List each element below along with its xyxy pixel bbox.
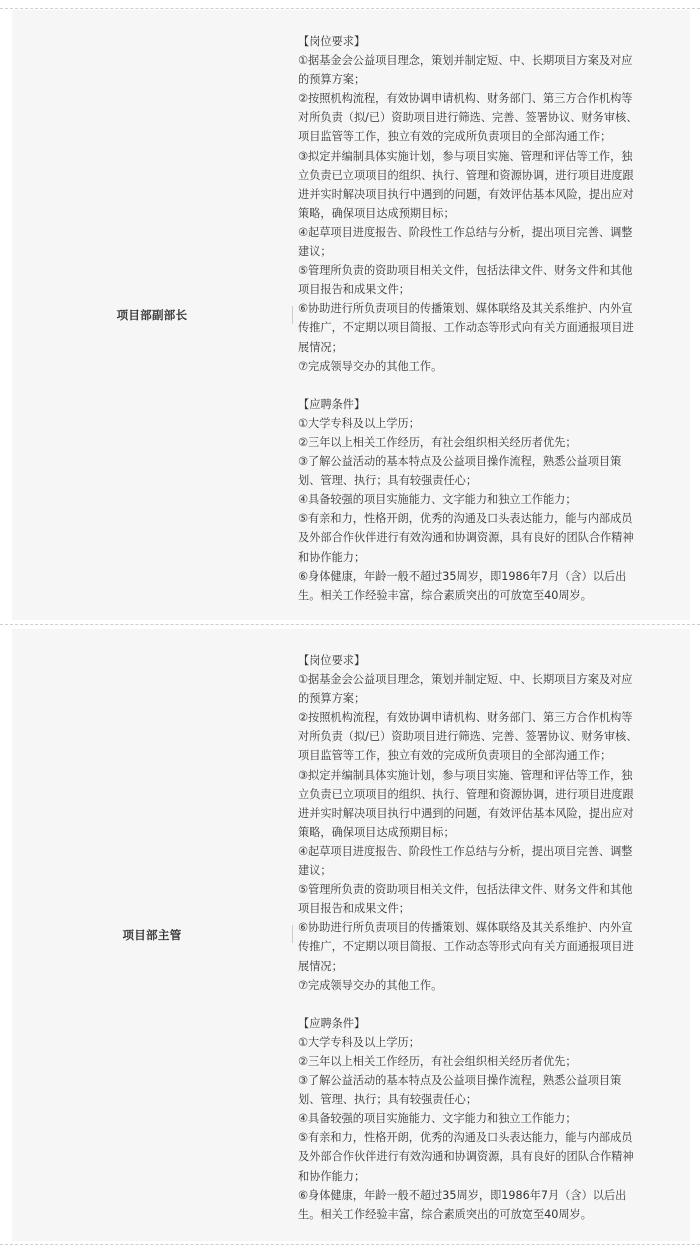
duties-heading: 【岗位要求】 <box>298 654 366 667</box>
text-line: ②按照机构流程，有效协调申请机构、财务部门、第三方合作机构等 <box>298 92 633 106</box>
text-line: 项目报告和成果文件； <box>298 902 410 916</box>
job-title-cell <box>12 629 292 1241</box>
job-description <box>298 32 690 605</box>
text-line: ⑦完成领导交办的其他工作。 <box>298 359 443 373</box>
text-line: ⑥身体健康，年龄一般不超过35周岁，即1986年7月（含）以后出 <box>298 1188 627 1202</box>
row-divider <box>0 8 700 9</box>
text-line: 展情况； <box>298 959 343 973</box>
text-line: 策略，确保项目达成预期目标； <box>298 206 455 220</box>
text-line: ⑥身体健康，年龄一般不超过35周岁，即1986年7月（含）以后出 <box>298 569 627 583</box>
text-line: ③了解公益活动的基本特点及公益项目操作流程，熟悉公益项目策 <box>298 1074 622 1088</box>
job-title: 项目部副部长 <box>116 308 188 322</box>
text-line: 项目监管等工作，独立有效的完成所负责项目的全部沟通工作； <box>298 130 612 144</box>
text-line: 和协作能力； <box>298 550 366 564</box>
text-line: 项目监管等工作，独立有效的完成所负责项目的全部沟通工作； <box>298 749 612 763</box>
job-row-deputy-director <box>12 10 690 620</box>
requirements-list <box>298 414 690 605</box>
text-line: ⑦完成领导交办的其他工作。 <box>298 978 443 992</box>
text-line: 及外部合作伙伴进行有效沟通和协调资源，具有良好的团队合作精神 <box>298 1150 634 1164</box>
text-line: 建议； <box>298 864 332 878</box>
text-line: 的预算方案； <box>298 692 366 706</box>
text-line: 立负责已立项项目的组织、执行、管理和资源协调，进行项目进度跟 <box>298 168 634 182</box>
text-line: 项目报告和成果文件； <box>298 283 410 297</box>
text-line: ②三年以上相关工作经历，有社会组织相关经历者优先； <box>298 1054 577 1068</box>
requirements-heading: 【应聘条件】 <box>298 397 366 411</box>
job-title: 项目部主管 <box>122 928 182 942</box>
job-description <box>298 651 690 1224</box>
text-line: ②按照机构流程，有效协调申请机构、财务部门、第三方合作机构等 <box>298 711 633 725</box>
text-line: ⑤管理所负责的资助项目相关文件，包括法律文件、财务文件和其他 <box>298 264 633 278</box>
text-line: ②三年以上相关工作经历，有社会组织相关经历者优先； <box>298 435 577 449</box>
text-line: 立负责已立项项目的组织、执行、管理和资源协调，进行项目进度跟 <box>298 787 634 801</box>
text-line: 划、管理、执行；具有较强责任心； <box>298 474 478 488</box>
text-line: 对所负责（拟/已）资助项目进行筛选、完善、签署协议、财务审核、 <box>298 730 638 744</box>
text-line: ①大学专科及以上学历； <box>298 416 420 430</box>
text-line: ③拟定并编制具体实施计划，参与项目实施、管理和评估等工作，独 <box>298 768 633 782</box>
requirements-list <box>298 1033 690 1224</box>
text-line: ①大学专科及以上学历； <box>298 1035 420 1049</box>
text-line: ④具备较强的项目实施能力、文字能力和独立工作能力； <box>298 1112 577 1126</box>
text-line: ④起草项目进度报告、阶段性工作总结与分析，提出项目完善、调整 <box>298 225 633 239</box>
text-line: ①据基金会公益项目理念，策划并制定短、中、长期项目方案及对应 <box>298 54 633 68</box>
job-title-cell <box>12 10 292 620</box>
text-line: 策略，确保项目达成预期目标； <box>298 825 455 839</box>
text-line: ①据基金会公益项目理念，策划并制定短、中、长期项目方案及对应 <box>298 673 633 687</box>
text-line: 生。相关工作经验丰富，综合素质突出的可放宽至40周岁。 <box>298 588 592 602</box>
text-line: ⑤管理所负责的资助项目相关文件，包括法律文件、财务文件和其他 <box>298 883 633 897</box>
text-line: ④具备较强的项目实施能力、文字能力和独立工作能力； <box>298 493 577 507</box>
text-line: ⑤有亲和力，性格开朗，优秀的沟通及口头表达能力，能与内部成员 <box>298 1131 633 1145</box>
text-line: 对所负责（拟/已）资助项目进行筛选、完善、签署协议、财务审核、 <box>298 111 638 125</box>
duties-list <box>298 670 690 995</box>
row-divider <box>0 624 700 625</box>
job-row-supervisor <box>12 629 690 1241</box>
text-line: ③拟定并编制具体实施计划，参与项目实施、管理和评估等工作，独 <box>298 149 633 163</box>
text-line: 建议； <box>298 245 332 259</box>
text-line: 及外部合作伙伴进行有效沟通和协调资源，具有良好的团队合作精神 <box>298 531 634 545</box>
row-divider <box>0 1244 700 1245</box>
duties-heading: 【岗位要求】 <box>298 35 366 48</box>
column-separator <box>292 925 293 943</box>
text-line: 进并实时解决项目执行中遇到的问题，有效评估基本风险，提出应对 <box>298 806 634 820</box>
duties-list <box>298 51 690 376</box>
text-line: ③了解公益活动的基本特点及公益项目操作流程，熟悉公益项目策 <box>298 455 622 469</box>
paragraph-gap <box>298 995 690 1014</box>
requirements-heading: 【应聘条件】 <box>298 1016 366 1030</box>
paragraph-gap <box>298 376 690 395</box>
text-line: 传推广，不定期以项目简报、工作动态等形式向有关方面通报项目进 <box>298 940 634 954</box>
text-line: 进并实时解决项目执行中遇到的问题，有效评估基本风险，提出应对 <box>298 187 634 201</box>
column-separator <box>292 306 293 324</box>
text-line: ⑤有亲和力，性格开朗，优秀的沟通及口头表达能力，能与内部成员 <box>298 512 633 526</box>
text-line: 划、管理、执行；具有较强责任心； <box>298 1093 478 1107</box>
text-line: 传推广，不定期以项目简报、工作动态等形式向有关方面通报项目进 <box>298 321 634 335</box>
text-line: ⑥协助进行所负责项目的传播策划、媒体联络及其关系维护、内外宣 <box>298 921 633 935</box>
text-line: ④起草项目进度报告、阶段性工作总结与分析，提出项目完善、调整 <box>298 844 633 858</box>
text-line: 展情况； <box>298 340 343 354</box>
text-line: 的预算方案； <box>298 73 366 87</box>
text-line: ⑥协助进行所负责项目的传播策划、媒体联络及其关系维护、内外宣 <box>298 302 633 316</box>
text-line: 生。相关工作经验丰富，综合素质突出的可放宽至40周岁。 <box>298 1207 592 1221</box>
text-line: 和协作能力； <box>298 1169 366 1183</box>
